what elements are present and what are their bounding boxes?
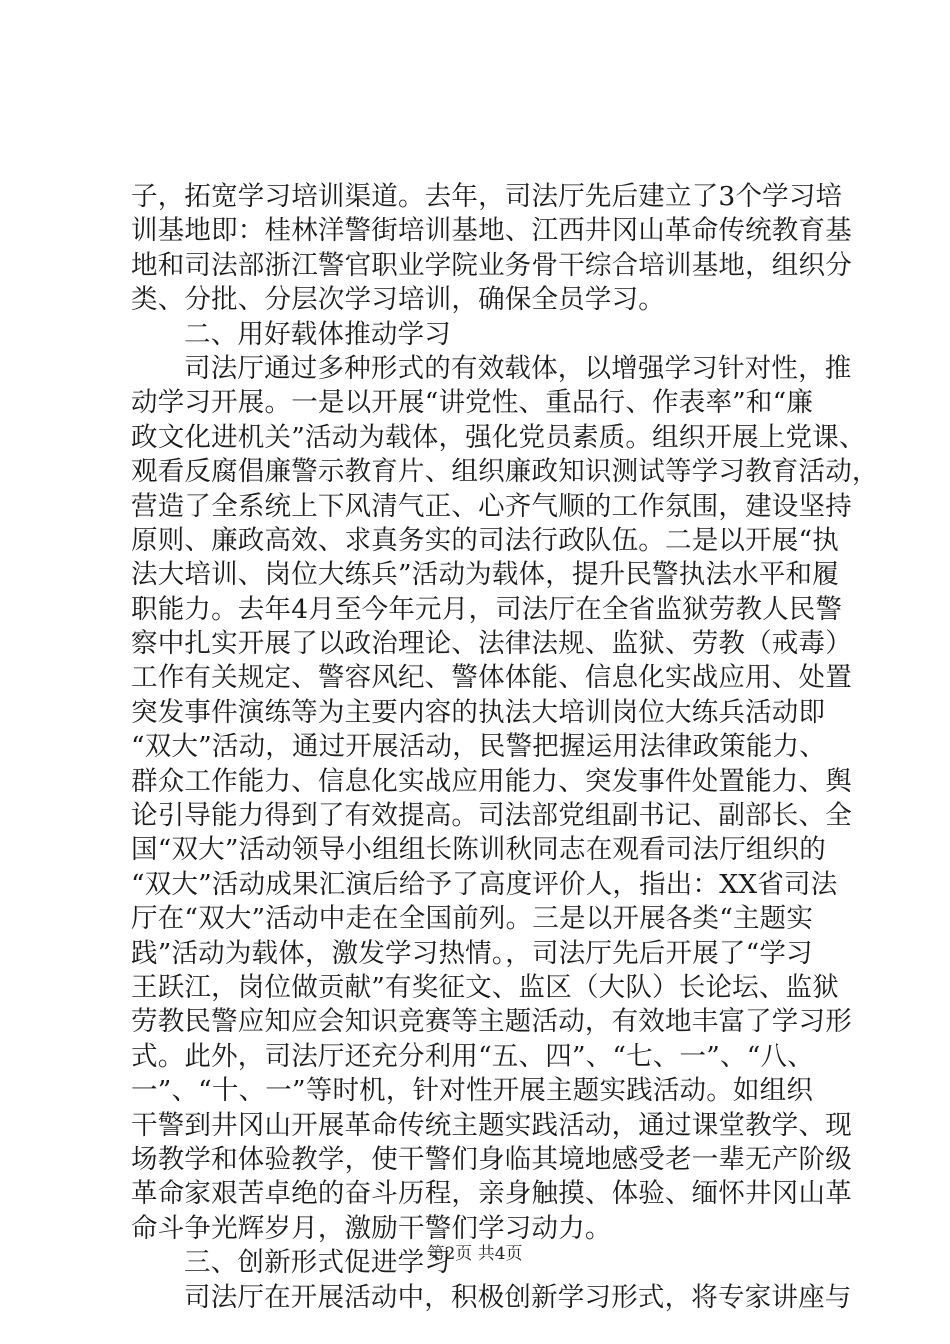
paragraph-line: 命斗争光辉岁月，激励干警们学习动力。 (131, 1212, 612, 1244)
paragraph-line: 式。此外，司法厅还充分利用“五、四”、“七、一”、“八、 (131, 1040, 814, 1072)
paragraph-line: 厅在“双大”活动中走在全国前列。三是以开展各类“主题实 (131, 903, 814, 935)
paragraph-line: “双大”活动成果汇演后给予了高度评价人，指出：XX省司法 (131, 868, 838, 900)
paragraph-line: 原则、廉政高效、求真务实的司法行政队伍。二是以开展“执 (131, 524, 839, 556)
paragraph-line: 训基地即：桂林洋警街培训基地、江西井冈山革命传统教育基 (131, 215, 852, 247)
section-heading: 二、用好载体推动学习 (184, 318, 451, 350)
section-heading: 三、创新形式促进学习 (184, 1247, 451, 1279)
paragraph-line: “双大”活动，通过开展活动，民警把握运用法律政策能力、 (131, 731, 826, 763)
paragraph-line: 场教学和体验教学，使干警们身临其境地感受老一辈无产阶级 (131, 1143, 852, 1175)
paragraph-line: 职能力。去年4月至今年元月，司法厅在全省监狱劳教人民警 (131, 593, 843, 625)
paragraph-line: 革命家艰苦卓绝的奋斗历程，亲身触摸、体验、缅怀井冈山革 (131, 1178, 852, 1210)
paragraph-line: 子，拓宽学习培训渠道。去年，司法厅先后建立了3个学习培 (131, 181, 843, 212)
paragraph-line: 司法厅通过多种形式的有效载体，以增强学习针对性，推 (184, 352, 852, 384)
paragraph-line: 营造了全系统上下风清气正、心齐气顺的工作氛围，建设坚持 (131, 490, 852, 522)
paragraph-line: 一”、“十、一”等时机，针对性开展主题实践活动。如组织 (131, 1075, 814, 1107)
paragraph-line: 地和司法部浙江警官职业学院业务骨干综合培训基地，组织分 (131, 249, 852, 281)
paragraph-line: 法大培训、岗位大练兵”活动为载体，提升民警执法水平和履 (131, 559, 839, 591)
paragraph-line: 察中扎实开展了以政治理论、法律法规、监狱、劳教（戒毒） (131, 628, 852, 660)
paragraph-line: 动学习开展。一是以开展“讲党性、重品行、作表率”和“廉 (131, 387, 814, 419)
paragraph-line: 劳教民警应知应会知识竞赛等主题活动，有效地丰富了学习形 (131, 1006, 852, 1038)
paragraph-line: 干警到井冈山开展革命传统主题实践活动，通过课堂教学、现 (131, 1109, 852, 1141)
paragraph-line: 国“双大”活动领导小组组长陈训秋同志在观看司法厅组织的 (131, 834, 826, 866)
paragraph-line: 司法厅在开展活动中，积极创新学习形式，将专家讲座与 (184, 1281, 852, 1313)
paragraph-line: 践”活动为载体，激发学习热情。，司法厅先后开展了“学习 (131, 937, 813, 969)
paragraph-line: 王跃江，岗位做贡献”有奖征文、监区（大队）长论坛、监狱 (131, 971, 839, 1003)
paragraph-line: 群众工作能力、信息化实战应用能力、突发事件处置能力、舆 (131, 765, 852, 797)
page-footer: 第2页 共4页 (427, 1244, 523, 1264)
document-body (131, 180, 879, 1315)
paragraph-line: 观看反腐倡廉警示教育片、组织廉政知识测试等学习教育活动， (131, 456, 879, 488)
paragraph-line: 工作有关规定、警容风纪、警体体能、信息化实战应用、处置 (131, 662, 852, 694)
paragraph-line: 政文化进机关”活动为载体，强化党员素质。组织开展上党课、 (131, 421, 866, 453)
paragraph-line: 论引导能力得到了有效提高。司法部党组副书记、副部长、全 (131, 800, 852, 832)
paragraph-line: 突发事件演练等为主要内容的执法大培训岗位大练兵活动即 (131, 696, 826, 728)
paragraph-line: 类、分批、分层次学习培训，确保全员学习。 (131, 284, 665, 316)
